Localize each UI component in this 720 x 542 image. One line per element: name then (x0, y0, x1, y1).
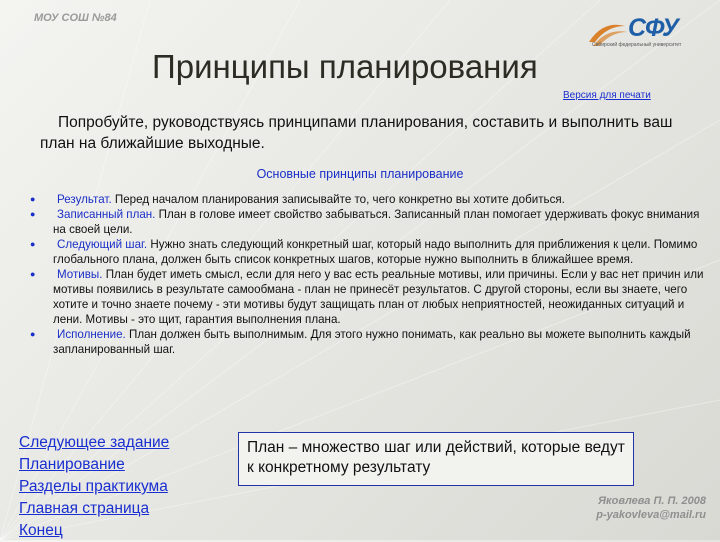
page-title: Принципы планирования (152, 48, 538, 85)
home-page-link[interactable]: Главная страница (19, 500, 150, 517)
principle-term: Мотивы. (57, 268, 103, 281)
logo-text: СФУ (628, 14, 678, 42)
bullet-icon: ● (30, 269, 36, 279)
principle-text: План в голове имеет свойство забываться. Записанный план помогает удерживать фокус внимания на своей цели. (53, 208, 700, 236)
intro-text: Попробуйте, руководствуясь принципами планирования, составить и выполнить ваш план на ближайшие выходные. (40, 114, 673, 152)
bullet-icon: ● (30, 194, 36, 204)
principle-term: Записанный план. (57, 208, 156, 221)
principle-text: План будет иметь смысл, если для него у вас есть реальные мотивы, или причины. Если у вас нет причин или мотивы появились в результате самообмана - план не принесёт результатов. С другой стороны, если вы знаете, чего хотите и точно знаете почему - эти мотивы будут защищать план от любых неприятностей, неожиданных ситуаций и лени. Мотивы - это щит, гарантия выполнения плана. (53, 268, 704, 326)
nav-links (19, 432, 169, 542)
bullet-icon: ● (30, 329, 36, 339)
list-item (30, 267, 710, 327)
definition-box: План – множество шаг или действий, которые ведут к конкретному результату (238, 432, 634, 486)
list-item (30, 207, 710, 237)
list-item (30, 192, 710, 207)
planning-link[interactable]: Планирование (19, 456, 125, 473)
next-task-link[interactable]: Следующее задание (19, 434, 170, 451)
principle-text: Нужно знать следующий конкретный шаг, который надо выполнить для приближения к цели. Помимо глобального плана, должен быть список конкретных шагов, которые нужно выполнить в ближайшее время. (53, 238, 698, 266)
list-item (30, 237, 710, 267)
school-name: МОУ СОШ №84 (34, 12, 117, 24)
author-info (596, 494, 706, 522)
principles-list (30, 192, 710, 357)
principle-term: Следующий шаг. (57, 238, 148, 251)
principle-term: Исполнение. (57, 328, 126, 341)
principle-text: План должен быть выполнимым. Для этого нужно понимать, как реально вы можете выполнить каждый запланированный шаг. (53, 328, 691, 356)
bullet-icon: ● (30, 209, 36, 219)
print-version-link[interactable]: Версия для печати (563, 90, 651, 101)
end-link[interactable]: Конец (19, 522, 63, 539)
principles-heading: Основные принципы планирование (256, 167, 464, 181)
bullet-icon: ● (30, 239, 36, 249)
principle-text: Перед началом планирования записывайте то, чего конкретно вы хотите добиться. (111, 193, 565, 206)
logo-subtitle: Сибирский федеральный университет (592, 42, 682, 48)
list-item (30, 327, 710, 357)
author-name: Яковлева П. П. 2008 (598, 495, 706, 507)
author-email: p-yakovleva@mail.ru (596, 509, 706, 521)
principle-term: Результат. (57, 193, 112, 206)
workshop-sections-link[interactable]: Разделы практикума (19, 478, 168, 495)
